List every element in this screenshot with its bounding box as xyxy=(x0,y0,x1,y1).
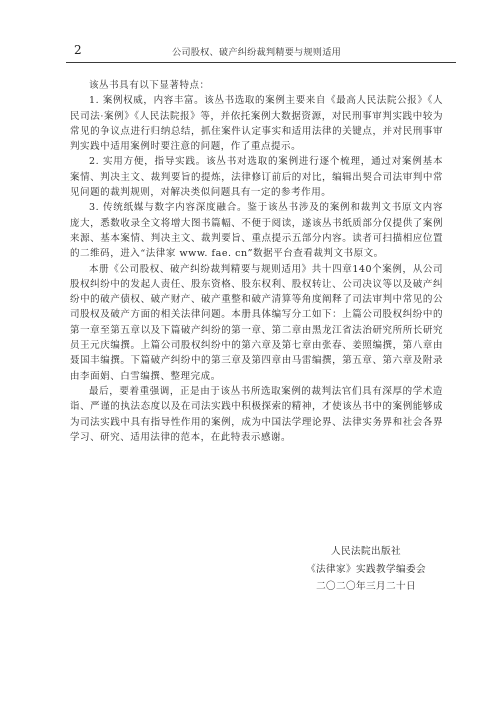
paragraph-intro: 该丛书具有以下显著特点： xyxy=(89,80,210,91)
signature-committee: 《法律家》实践教学编委会 xyxy=(306,563,426,575)
signature-publisher: 人民法院出版社 xyxy=(331,546,402,557)
signature-block xyxy=(306,543,426,596)
body-text xyxy=(70,78,443,445)
running-title: 公司股权、破产纠纷裁判精要与规则适用 xyxy=(172,47,341,58)
paragraph-feature-1: 1. 案例权威，内容丰富。该丛书选取的案例主要来自《最高人民法院公报》《人民司法·案例》《人民法院报》等，并依托案例大数据资源，对民刑事审判实践中较为常见的争议点进行归纳总结，抓住案件认定事实和适用法律的关键点，并对民刑事审判实践中适用案例时要注意的问题，作了重点提示。 xyxy=(70,95,443,153)
signature-date: 二〇二〇年三月二十日 xyxy=(316,581,416,592)
paragraph-feature-2: 2. 实用方便，指导实践。该丛书对选取的案例进行逐个梳理，通过对案例基本案情、判决主文、裁判要旨的提炼，法律修订前后的对比，编辑出契合司法审判中常见问题的裁判规则，对解决类似问题具有一定的参考作用。 xyxy=(70,156,443,199)
paragraph-feature-3: 3. 传统纸媒与数字内容深度融合。鉴于该丛书涉及的案例和裁判文书原文内容庞大，悉数收录全文将增大图书篇幅、不便于阅读，遂该丛书纸质部分仅提供了案例来源、基本案情、判决主文、裁判要旨、重点提示五部分内容。读者可扫描相应位置的二维码，进入“法律家 www. fae. cn”数据平台查看裁判文书原文。 xyxy=(70,202,443,260)
page-number: 2 xyxy=(74,43,82,57)
paragraph-acknowledgement: 最后，要着重强调，正是由于该丛书所选取案例的裁判法官们具有深厚的学术造诣、严谨的执法态度以及在司法实践中积极探索的精神，才使该丛书中的案例能够成为司法实践中具有指导性作用的案例，成为中国法学理论界、法律实务界和社会各界学习、研究、适用法律的范本，在此特表示感谢。 xyxy=(70,385,443,443)
paragraph-volume-overview: 本册《公司股权、破产纠纷裁判精要与规则适用》共十四章140个案例，从公司股权纠纷中的发起人责任、股东资格、股东权利、股权转让、公司决议等以及破产纠纷中的破产债权、破产财产、破产重整和破产清算等角度阐释了司法审判中常见的公司股权及破产方面的相关法律问题。本册具体编写分工如下：上篇公司股权纠纷中的第一章至第五章以及下篇破产纠纷的第一章、第二章由黑龙江省法治研究所所长研究员王元庆编撰。上篇公司股权纠纷中的第六章及第七章由张春、姜照编撰，第八章由聂国丰编撰。下篇破产纠纷中的第三章及第四章由马雷编撰，第五章、第六章及附录由李面娟、白雪编撰、整理完成。 xyxy=(70,263,443,382)
page-header xyxy=(66,40,456,63)
